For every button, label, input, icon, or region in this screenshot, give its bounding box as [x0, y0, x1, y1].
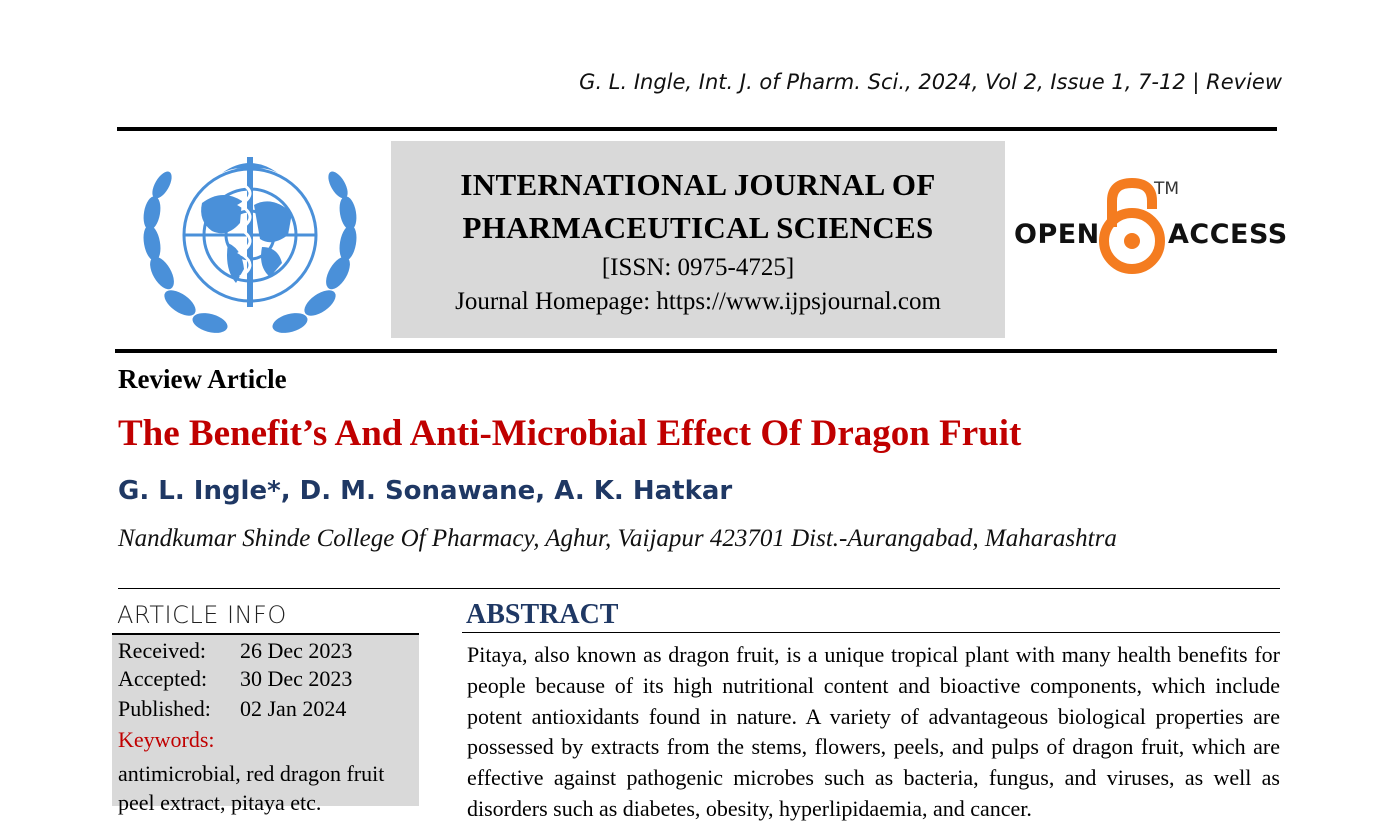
received-date: 26 Dec 2023 — [240, 638, 353, 663]
open-access-logo — [1010, 175, 1288, 285]
published-label: Published: — [118, 696, 211, 721]
keywords-text: antimicrobial, red dragon fruit peel extract, pitaya etc. — [118, 761, 385, 815]
abstract-text: Pitaya, also known as dragon fruit, is a unique tropical plant with many health benefits for people because of its high nutritional content and bioactive components, which include potent antioxidants found in nature. A variety of advantageous biological properties are possessed by extracts from the stems, flowers, peels, and pulps of dragon fruit, which are effective against pathogenic microbes such as bacteria, fungus, and viruses, as well as disorders such as diabetes, obesity, hyperlipidaemia, and cancer. — [467, 642, 1280, 821]
open-access-tm: TM — [1154, 179, 1180, 199]
open-access-open-text: OPEN — [1014, 219, 1100, 250]
running-head: G. L. Ingle, Int. J. of Pharm. Sci., 2024, Vol 2, Issue 1, 7-12 | Review — [579, 70, 1282, 94]
section-rule — [118, 588, 1280, 589]
published-line — [118, 696, 346, 722]
accepted-line — [118, 666, 352, 692]
authors: G. L. Ingle*, D. M. Sonawane, A. K. Hatkar — [118, 476, 733, 506]
paper-title: The Benefit’s And Anti-Microbial Effect Of Dragon Fruit — [118, 413, 1022, 454]
keywords-label: Keywords: — [118, 727, 215, 752]
received-line — [118, 638, 352, 664]
abstract-rule — [462, 632, 1280, 633]
header-rule — [115, 349, 1277, 353]
top-rule — [117, 127, 1277, 131]
article-info-heading: ARTICLE INFO — [117, 601, 287, 629]
journal-issn: [ISSN: 0975-4725] — [601, 254, 795, 281]
published-date: 02 Jan 2024 — [240, 696, 347, 721]
journal-emblem-icon — [132, 143, 368, 341]
received-label: Received: — [118, 638, 206, 663]
journal-homepage[interactable]: Journal Homepage: https://www.ijpsjournal.com — [455, 288, 941, 315]
affiliation: Nandkumar Shinde College Of Pharmacy, Aghur, Vaijapur 423701 Dist.-Aurangabad, Maharashtra — [118, 525, 1117, 552]
accepted-label: Accepted: — [118, 666, 208, 691]
journal-title: INTERNATIONAL JOURNAL OF PHARMACEUTICAL SCIENCES — [460, 167, 936, 245]
abstract-heading: ABSTRACT — [466, 599, 619, 630]
article-type: Review Article — [118, 364, 287, 394]
journal-banner — [391, 141, 1005, 338]
open-access-access-text: ACCESS — [1168, 219, 1288, 250]
accepted-date: 30 Dec 2023 — [240, 666, 353, 691]
